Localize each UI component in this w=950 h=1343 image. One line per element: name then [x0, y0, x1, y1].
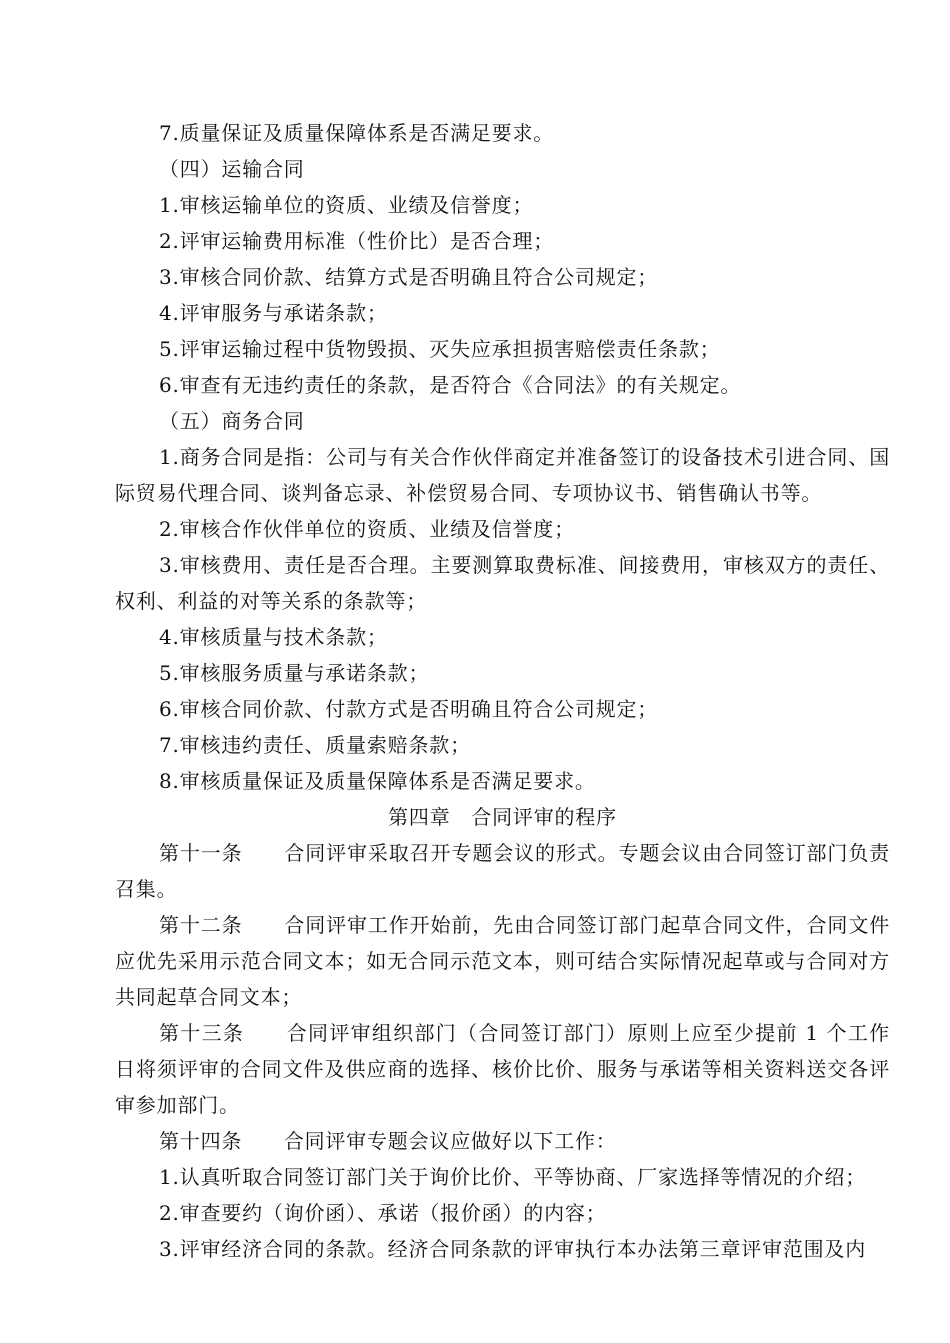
paragraph: 2.评审运输费用标准（性价比）是否合理；	[159, 229, 555, 253]
paragraph: 7.审核违约责任、质量索赔条款；	[159, 733, 471, 757]
paragraph: 8.审核质量保证及质量保障体系是否满足要求。	[159, 769, 596, 793]
paragraph: 6.审核合同价款、付款方式是否明确且符合公司规定；	[159, 697, 659, 721]
chapter-heading: 第四章 合同评审的程序	[388, 805, 617, 829]
paragraph: 3.审核费用、责任是否合理。主要测算取费标准、间接费用，审核双方的责任、权利、利益的对等关系的条款等；	[115, 553, 890, 613]
paragraph: 7.质量保证及质量保障体系是否满足要求。	[159, 121, 555, 145]
paragraph: 6.审查有无违约责任的条款，是否符合《合同法》的有关规定。	[159, 373, 742, 397]
article-text: 合同评审组织部门（合同签订部门）原则上应至少提前 1 个工作日将须评审的合同文件及供应商的选择、核价比价、服务与承诺等相关资料送交各评审参加部门。	[115, 1021, 890, 1117]
article-text: 合同评审采取召开专题会议的形式。专题会议由合同签订部门负责召集。	[115, 841, 891, 901]
paragraph: 1.商务合同是指：公司与有关合作伙伴商定并准备签订的设备技术引进合同、国际贸易代理合同、谈判备忘录、补偿贸易合同、专项协议书、销售确认书等。	[115, 445, 890, 505]
list-item: 2.审查要约（询价函）、承诺（报价函）的内容；	[159, 1201, 607, 1225]
paragraph: 3.审核合同价款、结算方式是否明确且符合公司规定；	[159, 265, 659, 289]
article-paragraph	[115, 835, 890, 907]
list-item: 3.评审经济合同的条款。经济合同条款的评审执行本办法第三章评审范围及内	[159, 1237, 867, 1261]
paragraph: 2.审核合作伙伴单位的资质、业绩及信誉度；	[159, 517, 575, 541]
section-heading-transport-contract: （四）运输合同	[159, 157, 305, 181]
list-item: 1.认真听取合同签订部门关于询价比价、平等协商、厂家选择等情况的介绍；	[159, 1165, 867, 1189]
article-number: 第十三条	[159, 1021, 245, 1045]
article-paragraph	[115, 1015, 890, 1123]
paragraph: 5.评审运输过程中货物毁损、灭失应承担损害赔偿责任条款；	[159, 337, 721, 361]
paragraph: 4.审核质量与技术条款；	[159, 625, 388, 649]
article-text: 合同评审专题会议应做好以下工作：	[283, 1129, 617, 1153]
article-number: 第十二条	[159, 913, 243, 937]
paragraph: 4.评审服务与承诺条款；	[159, 301, 388, 325]
article-paragraph	[115, 1123, 890, 1159]
article-paragraph	[115, 907, 890, 1015]
section-heading-commercial-contract: （五）商务合同	[159, 409, 305, 433]
article-number: 第十四条	[159, 1129, 243, 1153]
paragraph: 1.审核运输单位的资质、业绩及信誉度；	[159, 193, 534, 217]
paragraph: 5.审核服务质量与承诺条款；	[159, 661, 430, 685]
article-text: 合同评审工作开始前，先由合同签订部门起草合同文件，合同文件应优先采用示范合同文本；如无合同示范文本，则可结合实际情况起草或与合同对方共同起草合同文本；	[115, 913, 891, 1009]
document-body	[115, 115, 890, 1267]
article-number: 第十一条	[159, 841, 243, 865]
